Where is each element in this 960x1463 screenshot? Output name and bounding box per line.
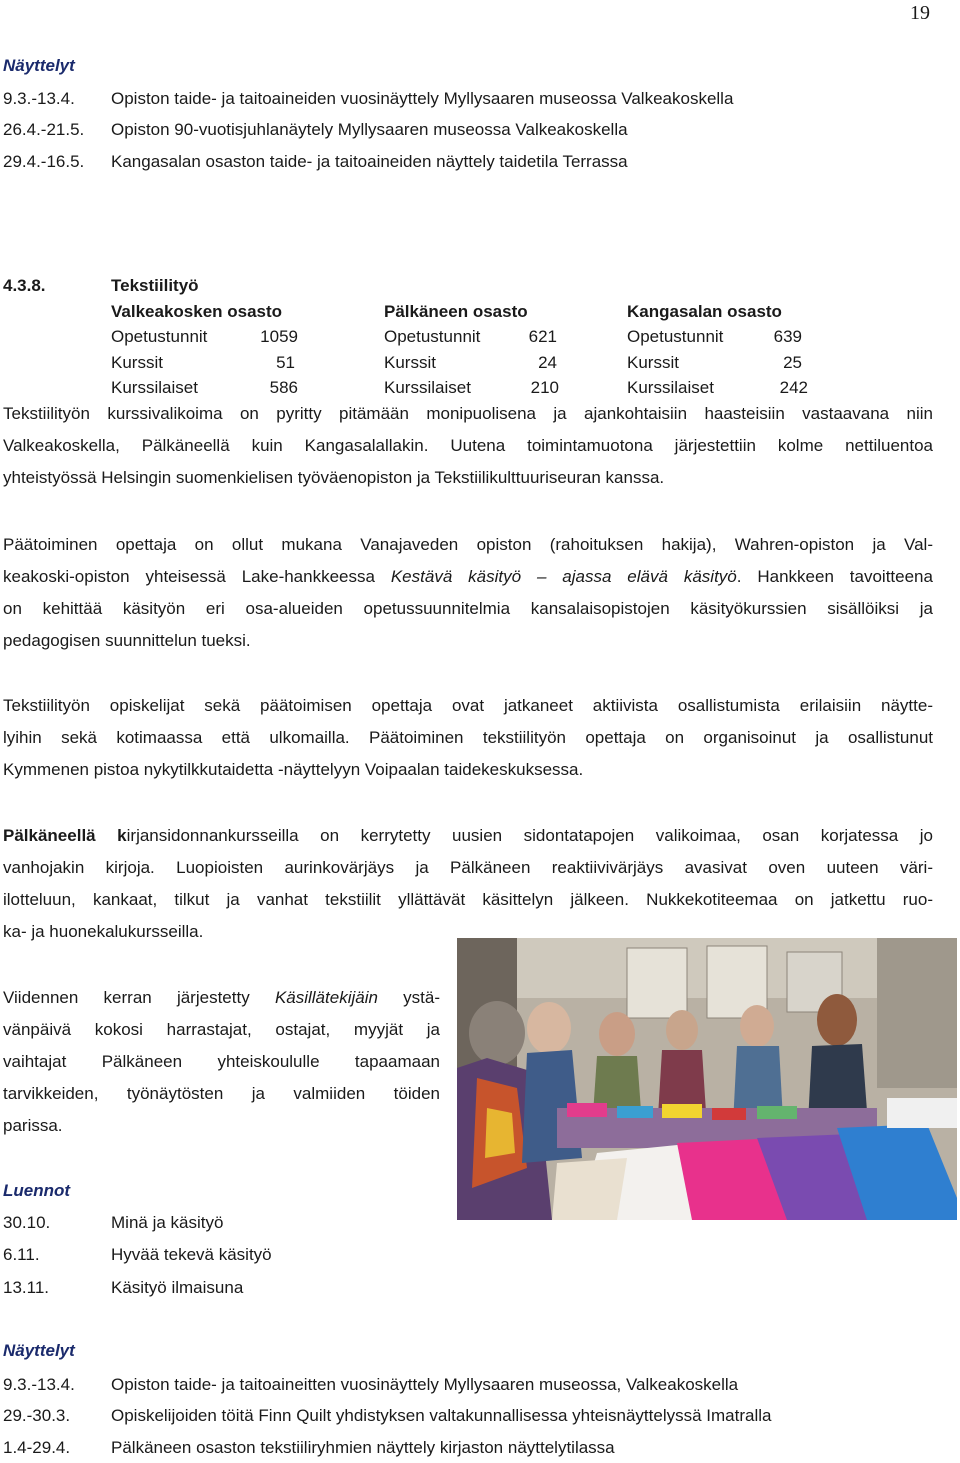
exhibition-date: 9.3.-13.4.: [3, 1375, 75, 1394]
paragraph-line: [3, 430, 933, 462]
courses-label: Kurssit: [111, 353, 163, 372]
courses-label: Kurssit: [627, 353, 679, 372]
lectures-heading: Luennot: [3, 1181, 71, 1200]
paragraph-line: [3, 982, 440, 1014]
exhibition-text: Opiston taide- ja taitoaineitten vuosinäyttely Myllysaaren museossa, Valkeakoskella: [111, 1375, 739, 1394]
paragraph-line: ka- ja huonekalukursseilla.: [3, 922, 204, 941]
text-span: ystä-: [377, 988, 441, 1007]
bold-text: Pälkäneellä k: [3, 826, 127, 845]
text-span: Valkeakoskella, Pälkäneellä kuin Kangasalallakin.: [3, 436, 429, 455]
students-value: 586: [269, 378, 298, 397]
exhibition-text: Kangasalan osaston taide- ja taitoaineiden näyttely taidetila Terrassa: [111, 152, 628, 171]
exhibition-text: Opiskelijoiden töitä Finn Quilt yhdistyksen valtakunnallisessa yhteisnäyttelyssä Imatralla: [111, 1406, 772, 1425]
lecture-date: 13.11.: [3, 1278, 50, 1297]
paragraph-line: vaihtajat Pälkäneen yhteiskoululle tapaamaan: [3, 1052, 440, 1071]
paragraph-line: vänpäivä kokosi harrastajat, ostajat, myyjät ja: [3, 1020, 440, 1039]
page-number: 19: [910, 2, 930, 24]
hours-label: Opetustunnit: [111, 327, 208, 346]
students-value: 242: [779, 378, 808, 397]
paragraph-line: [3, 561, 933, 593]
event-name: Käsillätekijäin: [274, 988, 378, 1007]
paragraph-line: on kehittää käsityön eri osa-alueiden opetussuunnitelmia kansalaisopistojen käsityökurssien sisällöiksi ja: [3, 599, 933, 618]
lecture-title: Minä ja käsityö: [111, 1213, 224, 1232]
exhibition-date: 29.-30.3.: [3, 1406, 71, 1425]
exhibition-text: Pälkäneen osaston tekstiiliryhmien näyttely kirjaston näyttelytilassa: [111, 1438, 615, 1457]
text-span: Viidennen kerran järjestetty: [3, 988, 275, 1007]
paragraph-textile-offering: [3, 398, 933, 494]
lecture-title: Hyvää tekevä käsityö: [111, 1245, 272, 1264]
paragraph-line: tarvikkeiden, työnäytösten ja valmiiden töiden: [3, 1084, 440, 1103]
students-value: 210: [530, 378, 559, 397]
exhibition-date: 29.4.-16.5.: [3, 152, 85, 171]
section-number: 4.3.8.: [3, 276, 46, 295]
paragraph-palkane: [3, 820, 933, 948]
courses-value: 25: [783, 353, 802, 372]
paragraph-line: pedagogisen suunnittelun tueksi.: [3, 631, 251, 650]
lecture-title: Käsityö ilmaisuna: [111, 1278, 244, 1297]
text-span: Uutena toimintamuotona järjestettiin kolme nettiluentoa: [428, 436, 934, 455]
courses-value: 51: [276, 353, 295, 372]
courses-value: 24: [538, 353, 557, 372]
department-name: Pälkäneen osasto: [384, 302, 528, 321]
lecture-date: 30.10.: [3, 1213, 51, 1232]
paragraph-line: yhteistyössä Helsingin suomenkielisen työväenopiston ja Tekstiilikulttuuriseuran kanssa.: [3, 468, 665, 487]
paragraph-line: Tekstiilityön kurssivalikoima on pyritty pitämään monipuolisena ja ajankohtaisiin haasteisiin vastaavana niin: [3, 404, 933, 423]
section-title: Tekstiilityö: [111, 276, 199, 295]
exhibitions-heading: Näyttelyt: [3, 56, 75, 75]
paragraph-line: vanhojakin kirjoja. Luopioisten aurinkovärjäys ja Pälkäneen reaktiivivärjäys avasivat oven uuteen väri-: [3, 858, 933, 877]
paragraph-line: Tekstiilityön opiskelijat sekä päätoimisen opettaja ovat jatkaneet aktiivista osallistumista erilaisiin näytte-: [3, 696, 933, 715]
department-name: Kangasalan osasto: [627, 302, 782, 321]
hours-value: 639: [773, 327, 802, 346]
text-span: . Hankkeen tavoitteena: [736, 567, 933, 586]
lecture-date: 6.11.: [3, 1245, 40, 1264]
exhibition-date: 1.4-29.4.: [3, 1438, 71, 1457]
craft-fair-photo: [457, 938, 957, 1220]
exhibition-date: 9.3.-13.4.: [3, 89, 75, 108]
hours-value: 621: [528, 327, 557, 346]
hours-value: 1059: [260, 327, 298, 346]
paragraph-line: [3, 820, 933, 852]
paragraph-line: lyihin sekä kotimaassa että ulkomailla. Päätoiminen tekstiilityön opettaja on organisoinut ja osallistunut: [3, 728, 933, 747]
paragraph-lake-project: [3, 529, 933, 657]
courses-label: Kurssit: [384, 353, 436, 372]
paragraph-friendship-day: [3, 982, 440, 1142]
exhibition-text: Opiston taide- ja taitoaineiden vuosinäyttely Myllysaaren museossa Valkeakoskella: [111, 89, 734, 108]
paragraph-line: Kymmenen pistoa nykytilkkutaidetta -näyttelyyn Voipaalan taidekeskuksessa.: [3, 760, 584, 779]
department-name: Valkeakosken osasto: [111, 302, 283, 321]
text-span: irjansidonnankursseilla on kerrytetty uusien sidontatapojen valikoimaa, osan korjatessa jo: [126, 826, 933, 845]
paragraph-line: parissa.: [3, 1116, 63, 1135]
exhibition-date: 26.4.-21.5.: [3, 120, 85, 139]
hours-label: Opetustunnit: [627, 327, 724, 346]
exhibition-text: Opiston 90-vuotisjuhlanäytely Myllysaaren museossa Valkeakoskella: [111, 120, 628, 139]
hours-label: Opetustunnit: [384, 327, 481, 346]
students-label: Kurssilaiset: [627, 378, 714, 397]
craft-fair-illustration: [457, 938, 957, 1220]
project-name: Kestävä käsityö – ajassa elävä käsityö: [390, 567, 737, 586]
exhibitions-heading: Näyttelyt: [3, 1341, 75, 1360]
students-label: Kurssilaiset: [111, 378, 198, 397]
paragraph-line: ilotteluun, kankaat, tilkut ja vanhat tekstiilit yllättävät käsittelyn jälkeen. Nukkekotiteemaa on jatkettu ruo-: [3, 890, 933, 909]
text-span: keakoski-opiston yhteisessä Lake-hankkeessa: [3, 567, 391, 586]
paragraph-line: Päätoiminen opettaja on ollut mukana Vanajaveden opiston (rahoituksen hakija), Wahren-opiston ja Val-: [3, 535, 933, 554]
paragraph-exhibition-participation: [3, 690, 933, 786]
students-label: Kurssilaiset: [384, 378, 471, 397]
